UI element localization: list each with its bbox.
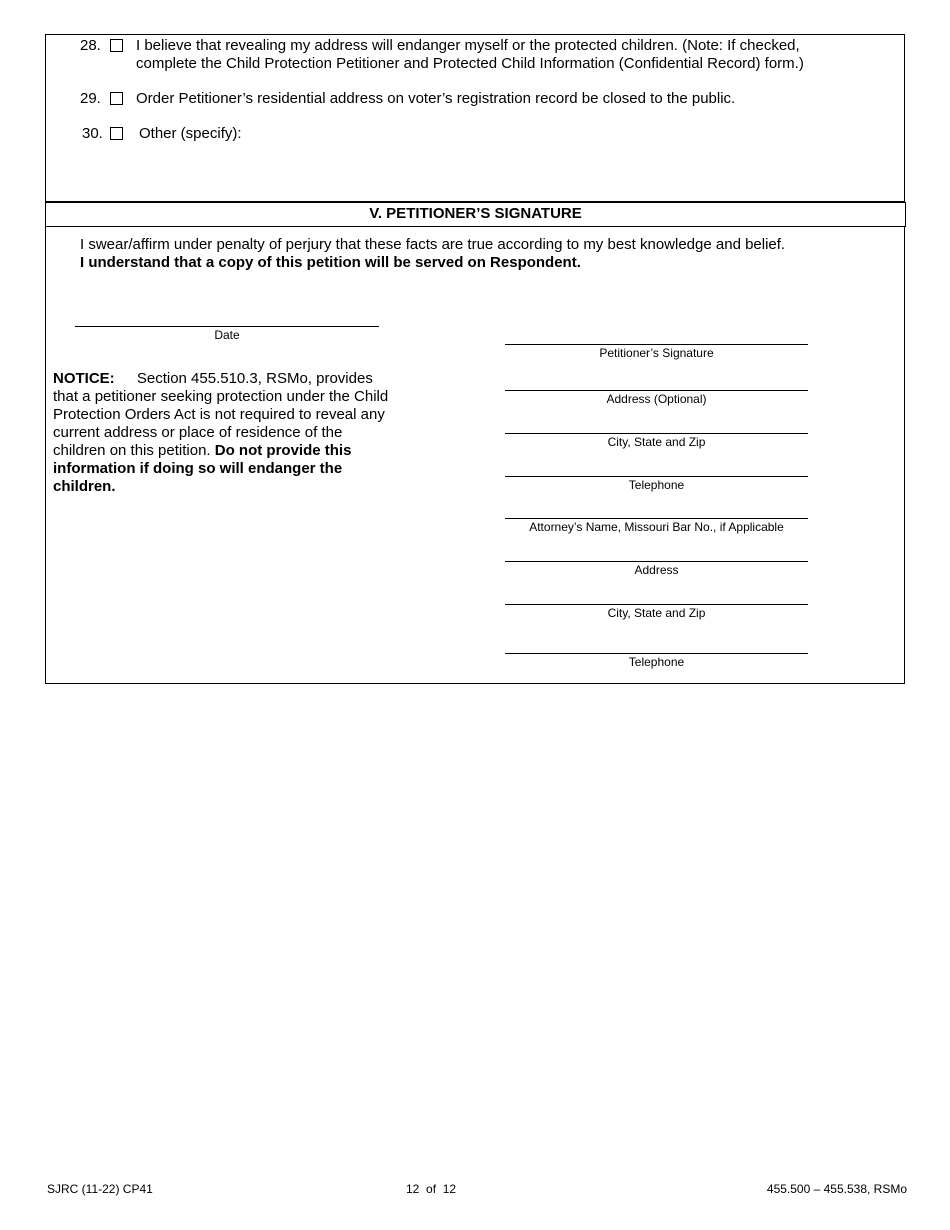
item-30-number: 30. [82, 125, 103, 142]
attorney-address-line[interactable] [505, 561, 808, 562]
attorney-telephone-line[interactable] [505, 653, 808, 654]
notice-paragraph [53, 370, 393, 496]
city-state-zip-line[interactable] [505, 433, 808, 434]
item-29-checkbox[interactable] [110, 92, 123, 105]
attorney-name-label: Attorney’s Name, Missouri Bar No., if Applicable [529, 520, 784, 534]
served-statement: I understand that a copy of this petition will be served on Respondent. [80, 254, 581, 271]
item-28-text-line1: I believe that revealing my address will endanger myself or the protected children. (Note: If checked, [136, 37, 800, 54]
attorney-city-state-zip-label: City, State and Zip [607, 606, 706, 620]
petitioner-signature-line[interactable] [505, 344, 808, 345]
footer-page-number: 12 of 12 [406, 1182, 457, 1196]
signature-section-heading: V. PETITIONER’S SIGNATURE [369, 205, 582, 222]
item-28-number: 28. [80, 37, 101, 54]
notice-label: NOTICE: [53, 370, 115, 387]
date-line[interactable] [75, 326, 379, 327]
attorney-name-line[interactable] [505, 518, 808, 519]
notice-bold-text: Do not provide this information if doing so will endanger the children. [53, 442, 352, 495]
item-28-checkbox[interactable] [110, 39, 123, 52]
petitioner-signature-label: Petitioner’s Signature [599, 346, 714, 360]
attorney-telephone-label: Telephone [628, 655, 685, 669]
item-29-text: Order Petitioner’s residential address on voter’s registration record be closed to the public. [136, 90, 736, 107]
footer-form-id: SJRC (11-22) CP41 [47, 1182, 153, 1196]
city-state-zip-label: City, State and Zip [607, 435, 706, 449]
address-optional-label: Address (Optional) [606, 392, 707, 406]
notice-text: Section 455.510.3, RSMo, provides that a petitioner seeking protection under the Child Protection Orders Act is not required to reveal any current address or place of residence of the children on this petition. [53, 370, 389, 459]
date-label: Date [214, 328, 240, 342]
item-30-checkbox[interactable] [110, 127, 123, 140]
item-28-text-line2: complete the Child Protection Petitioner and Protected Child Information (Confidential Record) form.) [136, 55, 804, 72]
item-29-number: 29. [80, 90, 101, 107]
address-optional-line[interactable] [505, 390, 808, 391]
telephone-label: Telephone [628, 478, 685, 492]
footer-statute: 455.500 – 455.538, RSMo [766, 1182, 907, 1196]
swear-statement: I swear/affirm under penalty of perjury that these facts are true according to my best knowledge and belief. [80, 236, 786, 253]
attorney-city-state-zip-line[interactable] [505, 604, 808, 605]
item-30-text: Other (specify): [139, 125, 242, 142]
attorney-address-label: Address [634, 563, 679, 577]
telephone-line[interactable] [505, 476, 808, 477]
